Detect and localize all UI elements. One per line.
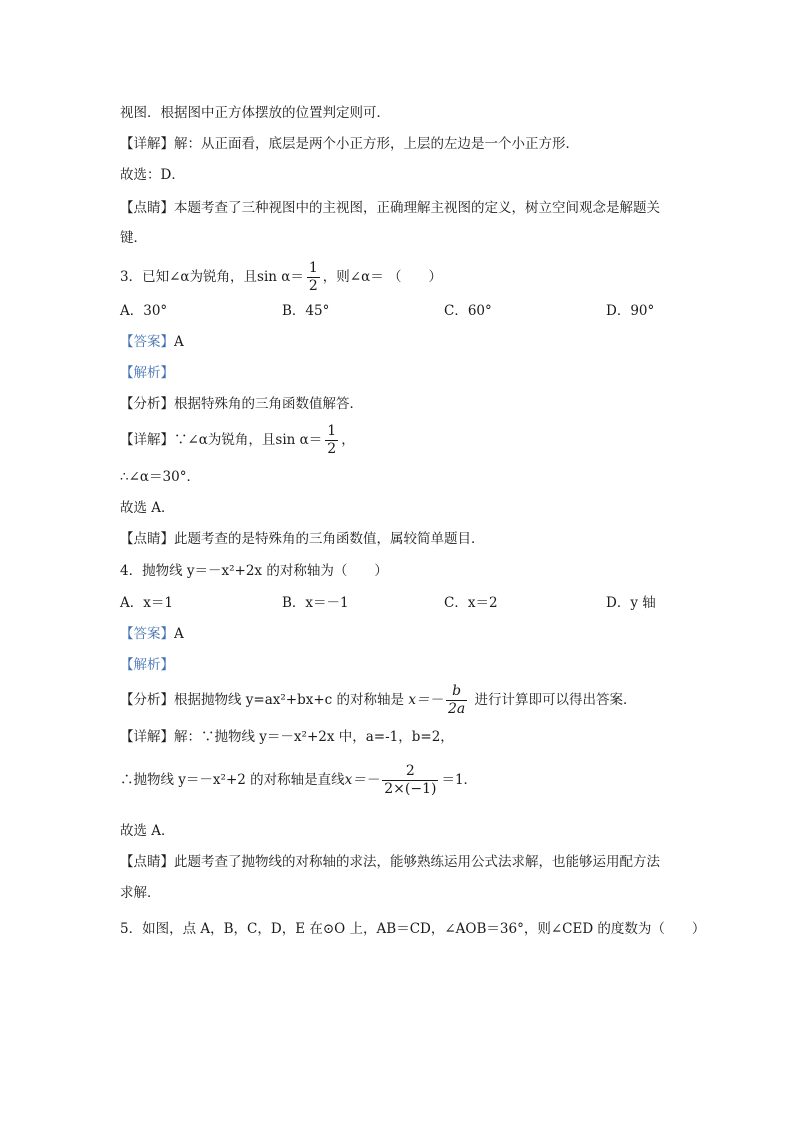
- q3-answer-value: A: [174, 334, 184, 350]
- q3-detail-pre: 【详解】∵∠α为锐角，且sin α＝: [120, 432, 323, 448]
- q4-fenxi-pre: 【分析】根据抛物线 y=ax²+bx+c 的对称轴是: [120, 692, 405, 708]
- q4-option-a: A．x＝1: [120, 595, 173, 611]
- q4-answer-tag: 【答案】: [120, 626, 174, 642]
- q3-detail: [120, 423, 355, 458]
- q4-therefore-post: ＝1．: [441, 772, 478, 788]
- q2-comment-line2: 键．: [120, 230, 147, 246]
- q3-stem: [120, 260, 442, 295]
- q3-analysis-tag: 【解析】: [120, 365, 174, 381]
- q4-therefore-fraction-den: 2×(−1): [384, 781, 437, 797]
- q3-detail-post: ，: [341, 432, 355, 448]
- q3-option-d: D．90°: [606, 303, 655, 319]
- q4-detail: 【详解】解：∵抛物线 y＝－x²+2x 中，a=-1，b=2，: [120, 729, 454, 745]
- q4-answer-value: A: [174, 626, 184, 642]
- q4-therefore-lhs: x＝－: [344, 772, 380, 788]
- q4-therefore-pre: ∴抛物线 y＝－x²+2 的对称轴是直线: [120, 772, 345, 788]
- q4-therefore-fraction-num: 2: [405, 763, 415, 779]
- q4-answer: [120, 625, 184, 643]
- q4-fenxi-fraction-num: b: [452, 683, 462, 699]
- q2-text-line: 视图．根据图中正方体摆放的位置判定则可．: [120, 105, 390, 121]
- q4-fenxi-post: 进行计算即可以得出答案．: [474, 692, 637, 708]
- q3-option-c: C．60°: [444, 303, 492, 319]
- q3-therefore: ∴∠α＝30°．: [120, 469, 200, 485]
- q3-stem-pre: 3．已知∠α为锐角，且sin α＝: [120, 269, 304, 285]
- q3-answer: [120, 333, 184, 351]
- q2-choose: 故选：D．: [120, 167, 185, 183]
- q3-answer-tag: 【答案】: [120, 334, 174, 350]
- q3-stem-fraction-num: 1: [308, 260, 318, 276]
- q4-fenxi: [120, 683, 637, 718]
- q4-therefore-fraction: [382, 763, 438, 798]
- q4-option-d: D．y 轴: [606, 595, 656, 611]
- q3-choose: 故选 A．: [120, 500, 175, 516]
- q3-detail-fraction-den: 2: [327, 441, 337, 457]
- q3-option-a: A．30°: [120, 303, 168, 319]
- q4-comment-line1: 【点睛】此题考查了抛物线的对称轴的求法，能够熟练运用公式法求解，也能够运用配方法: [120, 854, 660, 870]
- q4-fenxi-fraction-den: 2a: [447, 701, 466, 717]
- q3-stem-fraction: [307, 260, 320, 295]
- q4-analysis-tag: 【解析】: [120, 657, 174, 673]
- q3-fenxi: 【分析】根据特殊角的三角函数值解答．: [120, 396, 363, 412]
- q2-comment-line1: 【点睛】本题考查了三种视图中的主视图，正确理解主视图的定义，树立空间观念是解题关: [120, 200, 660, 216]
- q4-therefore: [120, 763, 477, 798]
- q4-fenxi-formula-lhs: x＝－: [408, 692, 443, 708]
- q4-fenxi-fraction: [446, 683, 467, 718]
- q3-detail-fraction-num: 1: [327, 423, 337, 439]
- q3-option-b: B．45°: [282, 303, 330, 319]
- q3-stem-fraction-den: 2: [308, 278, 318, 294]
- q4-option-c: C．x＝2: [444, 595, 498, 611]
- q4-comment-line2: 求解．: [120, 885, 161, 901]
- q3-detail-fraction: [325, 423, 338, 458]
- q3-stem-post: ，则∠α＝ （ ）: [322, 269, 443, 285]
- q5-stem: 5．如图，点 A，B，C，D，E 在⊙O 上，AB＝CD，∠AOB＝36°，则∠CED 的度数为（ ）: [120, 921, 706, 937]
- q4-option-b: B．x＝－1: [282, 595, 349, 611]
- q2-detail: 【详解】解：从正面看，底层是两个小正方形，上层的左边是一个小正方形．: [120, 136, 579, 152]
- q4-stem: 4．抛物线 y＝－x²+2x 的对称轴为（ ）: [120, 563, 388, 579]
- q4-choose: 故选 A．: [120, 823, 175, 839]
- q3-comment: 【点睛】此题考查的是特殊角的三角函数值，属较简单题目．: [120, 531, 485, 547]
